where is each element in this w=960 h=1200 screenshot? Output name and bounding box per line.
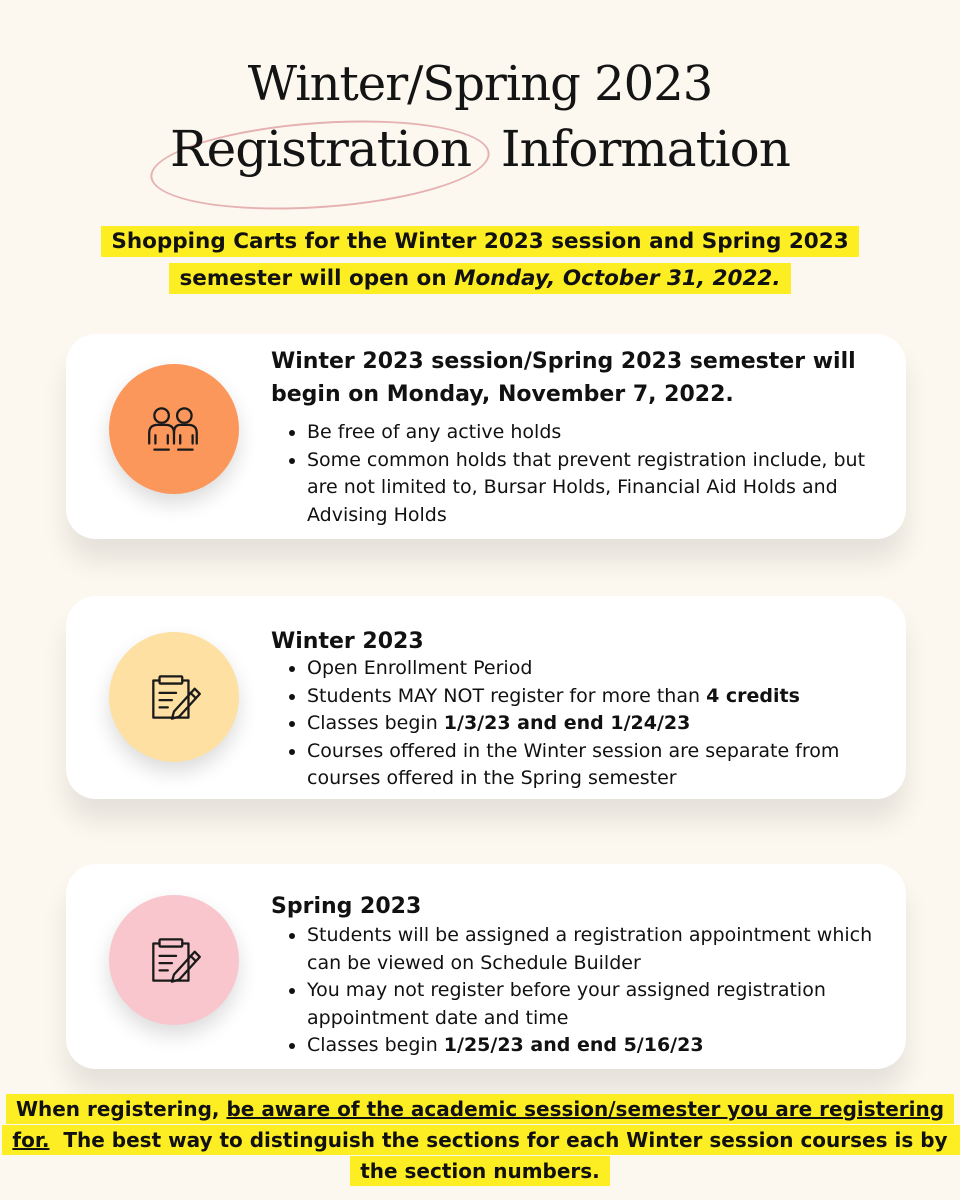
card-bullet-list: [271, 655, 897, 793]
page-title: Winter/Spring 2023: [247, 56, 713, 112]
underlined-warning: be aware of the academic session/semester you are registering for.: [12, 1097, 945, 1152]
card-title: Spring 2023: [271, 894, 422, 919]
list-item: • Classes begin 1/25/23 and end 5/16/23: [307, 1032, 897, 1060]
people-icon: [143, 398, 205, 460]
page-subtitle: Registration Information: [170, 120, 790, 178]
open-date: Monday, October 31, 2022.: [454, 266, 781, 291]
card-title: Winter 2023: [271, 629, 424, 654]
list-item: • Classes begin 1/3/23 and end 1/24/23: [307, 710, 897, 738]
winter-2023-card: [66, 596, 906, 799]
spring-2023-card: [66, 864, 906, 1069]
clipboard-pencil-icon: [143, 929, 205, 991]
registration-tip-banner: When registering, be aware of the academic session/semester you are registering for. The best way to distinguish the sections for each Winter session courses is by the section numbers.: [0, 1094, 960, 1187]
shopping-cart-banner: Shopping Carts for the Winter 2023 session and Spring 2023 semester will open on Monday, October 31, 2022.: [0, 223, 960, 297]
list-item: • Students MAY NOT register for more than 4 credits: [307, 683, 897, 711]
clipboard-icon-circle: [109, 895, 239, 1025]
clipboard-pencil-icon: [143, 666, 205, 728]
list-item: • You may not register before your assigned registration appointment date and time: [307, 977, 897, 1032]
clipboard-icon-circle: [109, 632, 239, 762]
list-item: • Students will be assigned a registration appointment which can be viewed on Schedule Builder: [307, 922, 897, 977]
card-title: Winter 2023 session/Spring 2023 semester will begin on Monday, November 7, 2022.: [271, 349, 856, 407]
list-item: • Some common holds that prevent registration include, but are not limited to, Bursar Holds, Financial Aid Holds and Advising Holds: [307, 447, 897, 530]
registration-start-card: [66, 334, 906, 539]
card-bullet-list: [271, 419, 897, 529]
card-bullet-list: [271, 922, 897, 1060]
people-icon-circle: [109, 364, 239, 494]
list-item: • Courses offered in the Winter session are separate from courses offered in the Spring semester: [307, 738, 897, 793]
list-item: • Open Enrollment Period: [307, 655, 897, 683]
list-item: • Be free of any active holds: [307, 419, 897, 447]
